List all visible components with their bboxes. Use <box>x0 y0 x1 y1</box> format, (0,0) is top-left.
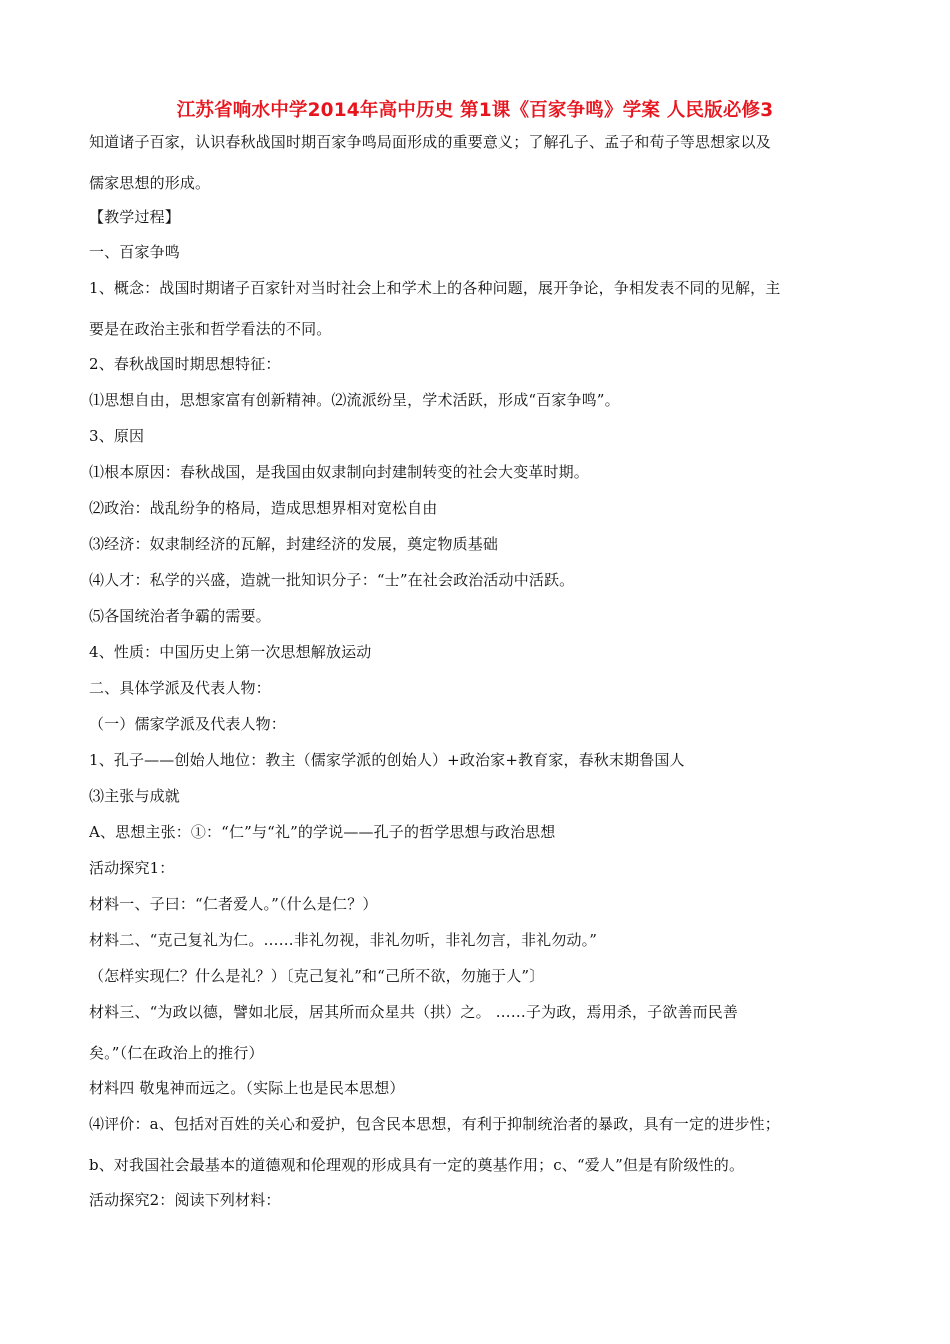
text-line: 材料四 敬鬼神而远之。（实际上也是民本思想） <box>89 1079 405 1097</box>
text-line: 3、原因 <box>89 427 145 445</box>
text-line: （怎样实现仁？什么是礼？）〔克己复礼”和“己所不欲，勿施于人”〕 <box>89 967 545 985</box>
text-line: ⑷人才：私学的兴盛，造就一批知识分子：“士”在社会政治活动中活跃。 <box>89 571 575 589</box>
text-line: ⑴思想自由，思想家富有创新精神。⑵流派纷呈，学术活跃，形成“百家争鸣”。 <box>89 391 620 409</box>
text-line: 1、孔子——创始人地位：教主（儒家学派的创始人）+政治家+教育家，春秋末期鲁国人 <box>89 751 685 769</box>
text-line: ⑶主张与成就 <box>89 787 180 805</box>
text-line: 材料一、子曰：“仁者爱人。”（什么是仁？） <box>89 895 378 913</box>
text-line: 活动探究2：阅读下列材料： <box>89 1191 281 1209</box>
section-heading: 二、具体学派及代表人物： <box>89 679 271 697</box>
text-line: A、思想主张：①：“仁”与“礼”的学说——孔子的哲学思想与政治思想 <box>89 823 556 841</box>
text-line: 要是在政治主张和哲学看法的不同。 <box>89 320 332 338</box>
text-line: b、对我国社会最基本的道德观和伦理观的形成具有一定的奠基作用；c、“爱人”但是有阶级性的。 <box>89 1156 745 1174</box>
section-heading: 【教学过程】 <box>89 208 180 226</box>
text-line: 1、概念：战国时期诸子百家针对当时社会上和学术上的各种问题，展开争论，争相发表不同的见解，主 <box>89 279 781 297</box>
text-line: 儒家思想的形成。 <box>89 174 211 192</box>
text-line: 材料二、“克己复礼为仁。……非礼勿视，非礼勿听，非礼勿言，非礼勿动。” <box>89 931 598 949</box>
text-line: ⑷评价：a、包括对百姓的关心和爱护，包含民本思想，有利于抑制统治者的暴政，具有一定的进步性； <box>89 1115 780 1133</box>
text-line: 2、春秋战国时期思想特征： <box>89 355 281 373</box>
text-line: ⑵政治：战乱纷争的格局，造成思想界相对宽松自由 <box>89 499 438 517</box>
text-line: （一）儒家学派及代表人物： <box>89 715 286 733</box>
text-line: 矣。”（仁在政治上的推行） <box>89 1044 264 1062</box>
text-line: 材料三、“为政以德，譬如北辰，居其所而众星共（拱）之。 ……子为政，焉用杀，子欲善而民善 <box>89 1003 739 1021</box>
text-line: 4、性质：中国历史上第一次思想解放运动 <box>89 643 372 661</box>
text-line: ⑸各国统治者争霸的需要。 <box>89 607 271 625</box>
text-line: 活动探究1： <box>89 859 175 877</box>
text-line: 知道诸子百家，认识春秋战国时期百家争鸣局面形成的重要意义；了解孔子、孟子和荀子等思想家以及 <box>89 133 771 151</box>
document-title: 江苏省响水中学2014年高中历史 第1课《百家争鸣》学案 人民版必修3 <box>176 100 774 121</box>
text-line: ⑶经济：奴隶制经济的瓦解，封建经济的发展，奠定物质基础 <box>89 535 499 553</box>
text-line: ⑴根本原因：春秋战国，是我国由奴隶制向封建制转变的社会大变革时期。 <box>89 463 589 481</box>
section-heading: 一、百家争鸣 <box>89 243 180 261</box>
